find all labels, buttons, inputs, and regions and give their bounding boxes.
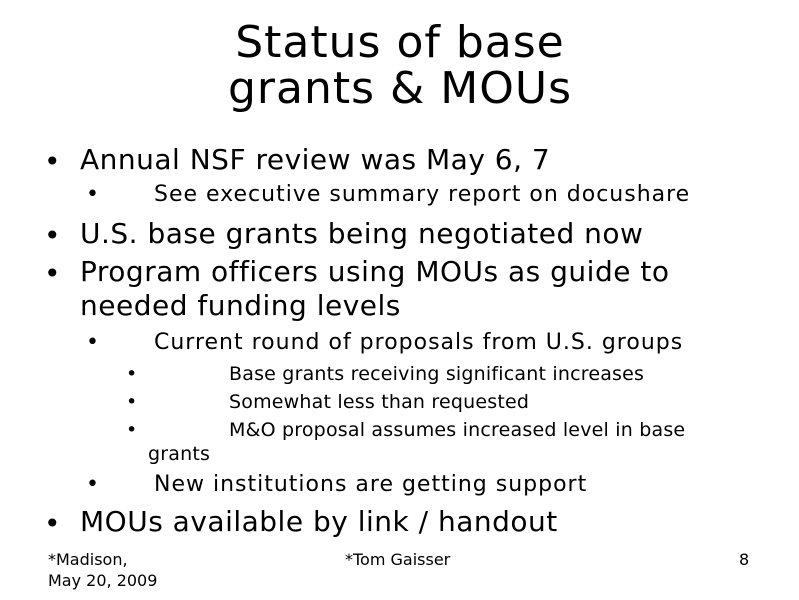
bullet-mo-proposal: M&O proposal assumes increased level in base: [229, 419, 686, 441]
bullet-marker: •: [86, 330, 100, 355]
bullet-marker: •: [44, 219, 62, 252]
bullet-program-officers-cont: needed funding levels: [80, 289, 401, 322]
bullet-mo-proposal-cont: grants: [148, 443, 211, 465]
footer-date: May 20, 2009: [48, 571, 158, 590]
bullet-marker: •: [44, 507, 62, 540]
bullet-new-institutions: New institutions are getting support: [154, 472, 588, 497]
bullet-marker: •: [44, 257, 62, 290]
bullet-mous-available: MOUs available by link / handout: [80, 505, 558, 538]
bullet-marker: •: [86, 182, 100, 207]
bullet-annual-review: Annual NSF review was May 6, 7: [80, 143, 551, 176]
footer-author: *Tom Gaisser: [345, 550, 451, 569]
bullet-base-grants-increases: Base grants receiving significant increases: [229, 363, 645, 385]
bullet-marker: •: [44, 145, 62, 178]
bullet-program-officers: Program officers using MOUs as guide to: [80, 255, 670, 288]
page-number: 8: [739, 550, 750, 569]
slide-title: Status of base grants & MOUs: [227, 17, 573, 114]
bullet-us-base-grants: U.S. base grants being negotiated now: [80, 217, 644, 250]
bullet-marker: •: [126, 363, 138, 385]
footer-location: *Madison,: [48, 550, 128, 569]
bullet-current-round: Current round of proposals from U.S. groups: [154, 330, 684, 355]
bullet-marker: •: [126, 419, 138, 441]
bullet-somewhat-less: Somewhat less than requested: [229, 391, 530, 413]
bullet-exec-summary: See executive summary report on docushare: [154, 182, 691, 207]
bullet-marker: •: [86, 472, 100, 497]
bullet-marker: •: [126, 391, 138, 413]
